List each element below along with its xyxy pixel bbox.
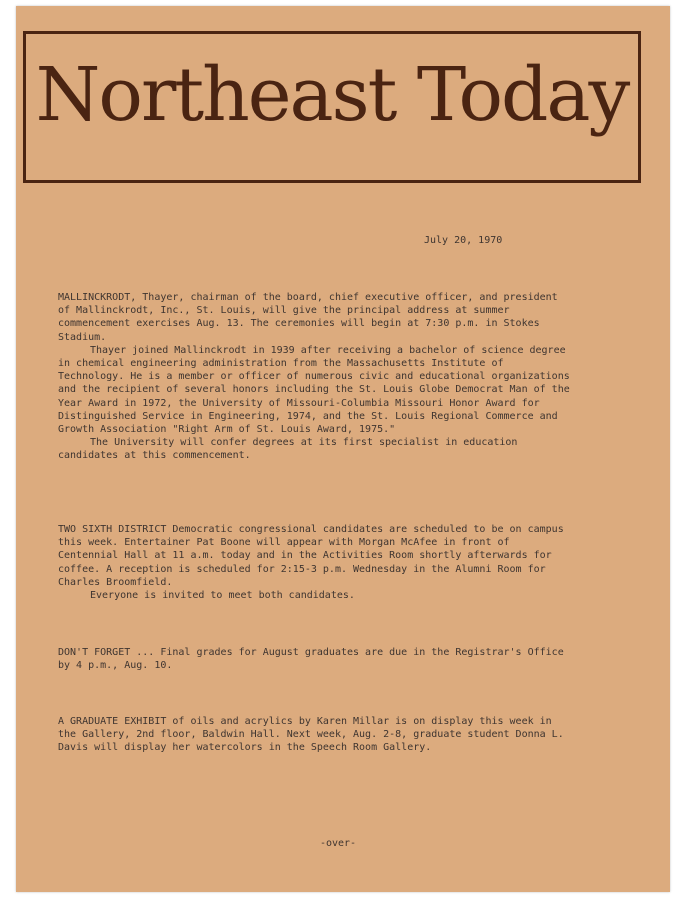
news-item-graduate-exhibit	[58, 715, 570, 755]
page-footer: -over-	[319, 838, 357, 849]
paragraph: DON'T FORGET ... Final grades for August graduates are due in the Registrar's Office by 4 p.m., Aug. 10.	[58, 647, 564, 672]
masthead-frame	[23, 31, 641, 183]
paragraph: The University will confer degrees at its first specialist in education candidates at this commencement.	[58, 437, 518, 462]
paragraph: MALLINCKRODT, Thayer, chairman of the board, chief executive officer, and president of Mallinckrodt, Inc., St. Louis, will give the principal address at summer commencement exercises Aug. 13. The ceremonies will begin at 7:30 p.m. in Stokes Stadium.	[58, 292, 558, 343]
news-item-grades-reminder	[58, 646, 570, 672]
issue-date: July 20, 1970	[424, 235, 503, 246]
paragraph: Thayer joined Mallinckrodt in 1939 after receiving a bachelor of science degree in chemical engineering administration from the Massachusetts Institute of Technology. He is a member or officer of numerous civic and educational organizations and the recipient of several honors including the St. Louis Globe Democrat Man of the Year Award in 1972, the University of Missouri-Columbia Missouri Honor Award for Distinguished Service in Engineering, 1974, and the St. Louis Regional Commerce and Growth Association "Right Arm of St. Louis Award, 1975."	[58, 344, 570, 436]
masthead-title: Northeast Today	[35, 52, 629, 138]
news-item-commencement-speaker	[58, 291, 570, 463]
paragraph: Everyone is invited to meet both candidates.	[90, 590, 355, 602]
paragraph: TWO SIXTH DISTRICT Democratic congressional candidates are scheduled to be on campus this week. Entertainer Pat Boone will appear with Morgan McAfee in front of Centennial Hall at 11 a.m. today and in the Activities Room shortly afterwards for coffee. A reception is scheduled for 2:15-3 p.m. Wednesday in the Alumni Room for Charles Broomfield.	[58, 524, 564, 588]
paragraph: A GRADUATE EXHIBIT of oils and acrylics by Karen Millar is on display this week in the Gallery, 2nd floor, Baldwin Hall. Next week, Aug. 2-8, graduate student Donna L. Davis will display her watercolors in the Speech Room Gallery.	[58, 716, 564, 754]
news-item-candidates	[58, 523, 570, 602]
